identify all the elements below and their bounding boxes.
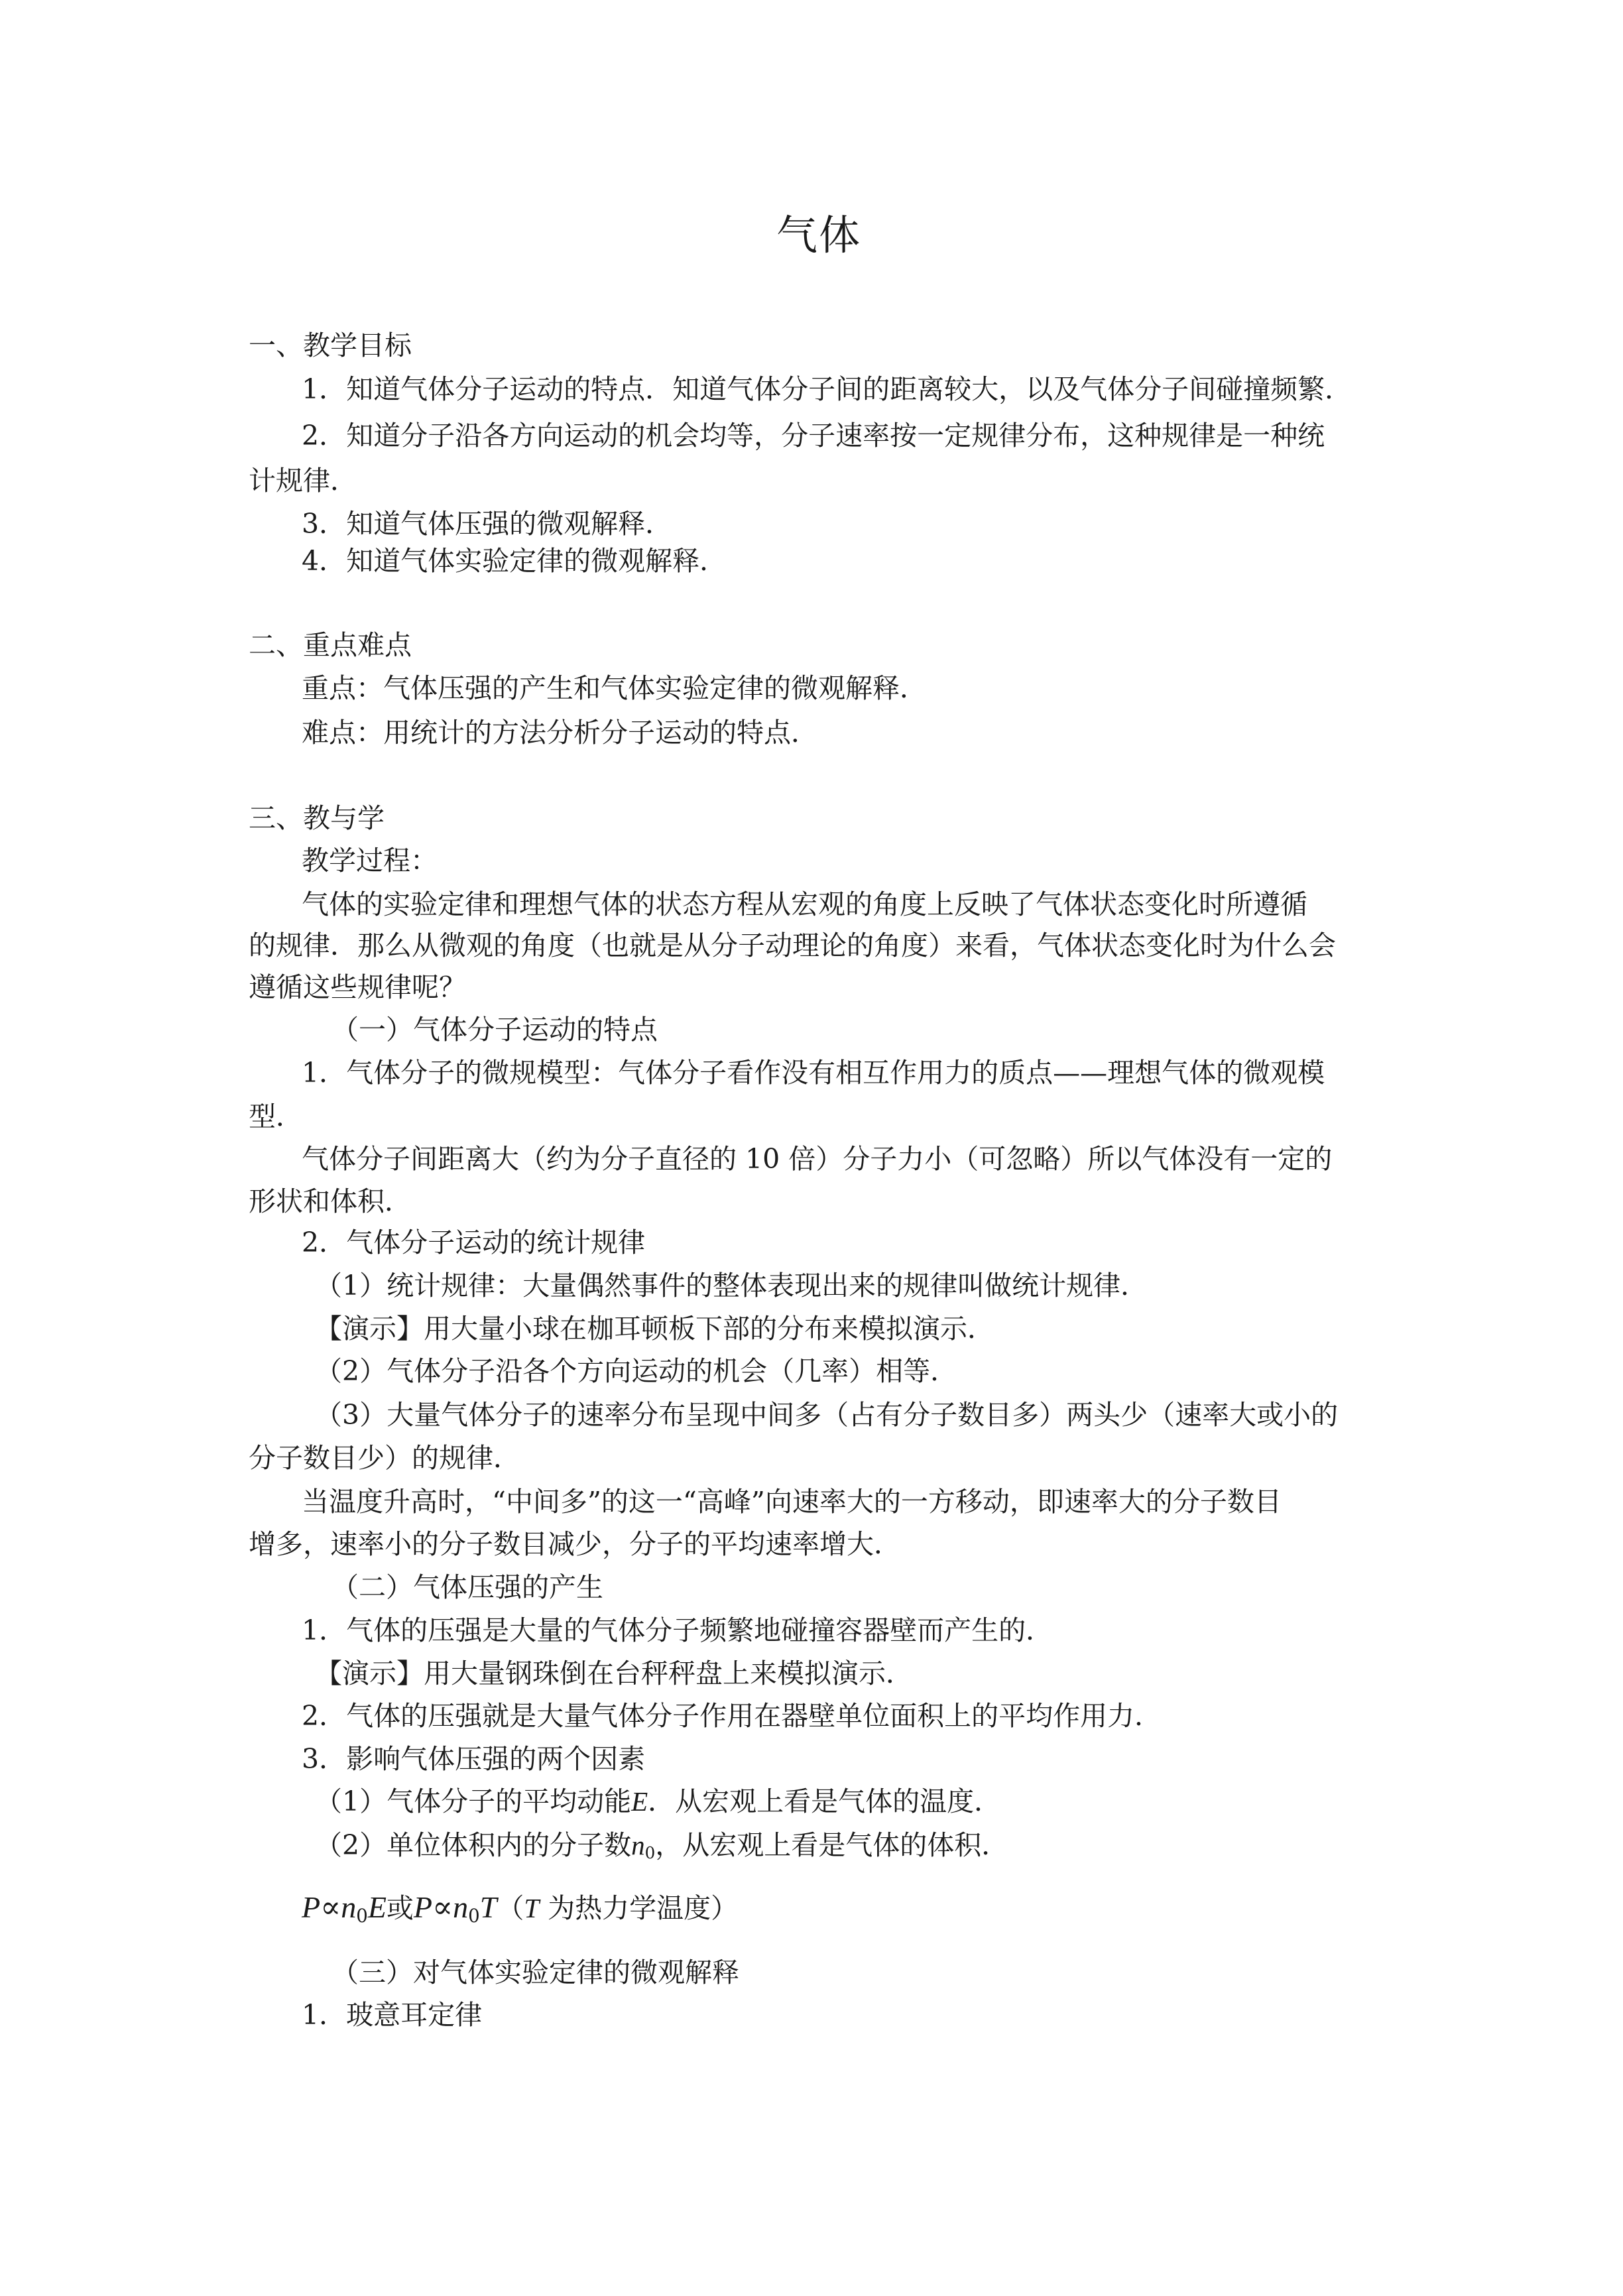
formula-E: E xyxy=(367,1890,387,1924)
formula-note-open: （ xyxy=(497,1892,524,1924)
formula-P1: P xyxy=(302,1890,321,1924)
key-point: 重点：气体压强的产生和气体实验定律的微观解释． xyxy=(302,672,927,704)
speed-distribution-line-1: （3）大量气体分子的速率分布呈现中间多（占有分子数目多）两头少（速率大或小的 xyxy=(315,1399,1339,1431)
factor-1-text-pre: （1）气体分子的平均动能 xyxy=(315,1785,632,1817)
speed-distribution-line-2: 分子数目少）的规律． xyxy=(249,1442,520,1474)
formula-prop1: ∝ xyxy=(320,1889,341,1925)
formula-n1: n xyxy=(341,1890,357,1924)
demo-galton-board: 【演示】用大量小球在枷耳顿板下部的分布来模拟演示． xyxy=(315,1313,994,1345)
goal-item-3: 3．知道气体压强的微观解释． xyxy=(302,508,673,540)
subsection-heading-molecular-motion: （一）气体分子运动的特点 xyxy=(331,1014,658,1046)
goal-item-1: 1．知道气体分子运动的特点．知道气体分子间的距离较大，以及气体分子间碰撞频繁． xyxy=(302,373,1352,405)
difficult-point: 难点：用统计的方法分析分子运动的特点． xyxy=(302,717,818,749)
factor-average-kinetic-energy xyxy=(315,1782,1001,1821)
goal-item-4: 4．知道气体实验定律的微观解释． xyxy=(302,545,727,577)
equal-direction-probability: （2）气体分子沿各个方向运动的机会（几率）相等． xyxy=(315,1355,958,1387)
formula-prop2: ∝ xyxy=(432,1889,453,1925)
molecular-distance-line-2: 形状和体积． xyxy=(249,1185,412,1217)
molecular-distance-line-1: 气体分子间距离大（约为分子直径的 10 倍）分子力小（可忽略）所以气体没有一定的 xyxy=(302,1143,1333,1175)
goal-item-2-line-1: 2．知道分子沿各方向运动的机会均等，分子速率按一定规律分布，这种规律是一种统 xyxy=(302,420,1325,452)
formula-or: 或 xyxy=(386,1892,414,1924)
section-heading-teaching-learning: 三、教与学 xyxy=(249,802,385,834)
formula-sub1: 0 xyxy=(356,1904,368,1927)
factor-1-text-post: ．从宏观上看是气体的温度． xyxy=(648,1785,1002,1817)
pressure-proportionality-formula xyxy=(302,1887,738,1936)
formula-T: T xyxy=(479,1890,497,1924)
pressure-origin-statement: 1．气体的压强是大量的气体分子频繁地碰撞容器壁而产生的． xyxy=(302,1614,1053,1646)
formula-sub2: 0 xyxy=(468,1904,480,1927)
teaching-process-label: 教学过程： xyxy=(302,845,438,876)
density-variable: n xyxy=(631,1830,645,1860)
formula-P2: P xyxy=(413,1890,433,1924)
statistical-law-definition: （1）统计规律：大量偶然事件的整体表现出来的规律叫做统计规律． xyxy=(315,1270,1148,1301)
factor-number-density xyxy=(315,1825,1008,1873)
temperature-effect-line-1: 当温度升高时，“中间多”的这一“高峰”向速率大的一方移动，即速率大的分子数目 xyxy=(302,1486,1282,1518)
factor-2-text-pre: （2）单位体积内的分子数 xyxy=(315,1829,632,1861)
section-heading-teaching-goals: 一、教学目标 xyxy=(249,330,412,361)
demo-steel-balls: 【演示】用大量钢珠倒在台秤秤盘上来模拟演示． xyxy=(315,1658,913,1689)
document-page xyxy=(249,0,1389,2296)
density-subscript: 0 xyxy=(644,1843,656,1863)
factor-2-text-post: ，从宏观上看是气体的体积． xyxy=(655,1829,1009,1861)
pressure-definition: 2．气体的压强就是大量气体分子作用在器壁单位面积上的平均作用力． xyxy=(302,1700,1162,1732)
intro-paragraph-line-1: 气体的实验定律和理想气体的状态方程从宏观的角度上反映了气体状态变化时所遵循 xyxy=(302,888,1307,920)
section-heading-key-points: 二、重点难点 xyxy=(249,629,412,661)
formula-note-text: 为热力学温度） xyxy=(539,1892,739,1924)
goal-item-2-line-2: 计规律． xyxy=(249,465,357,497)
intro-paragraph-line-2: 的规律．那么从微观的角度（也就是从分子动理论的角度）来看，气体状态变化时为什么会 xyxy=(249,930,1336,961)
molecular-model-line-2: 型． xyxy=(249,1101,303,1132)
formula-note-T: T xyxy=(524,1893,540,1923)
subsection-heading-microscopic-explanation: （三）对气体实验定律的微观解释 xyxy=(331,1957,739,1988)
subsection-heading-pressure-origin: （二）气体压强的产生 xyxy=(331,1571,603,1603)
document-title: 气体 xyxy=(776,211,861,259)
boyle-law-heading: 1．玻意耳定律 xyxy=(302,1999,483,2031)
statistical-law-heading: 2．气体分子运动的统计规律 xyxy=(302,1227,646,1258)
temperature-effect-line-2: 增多，速率小的分子数目减少，分子的平均速率增大． xyxy=(249,1528,901,1560)
intro-paragraph-line-3: 遵循这些规律呢？ xyxy=(249,971,466,1003)
pressure-factors-heading: 3．影响气体压强的两个因素 xyxy=(302,1743,646,1775)
molecular-model-line-1: 1．气体分子的微规模型：气体分子看作没有相互作用力的质点——理想气体的微观模 xyxy=(302,1057,1325,1089)
formula-n2: n xyxy=(453,1890,469,1924)
energy-variable: E xyxy=(631,1786,648,1817)
